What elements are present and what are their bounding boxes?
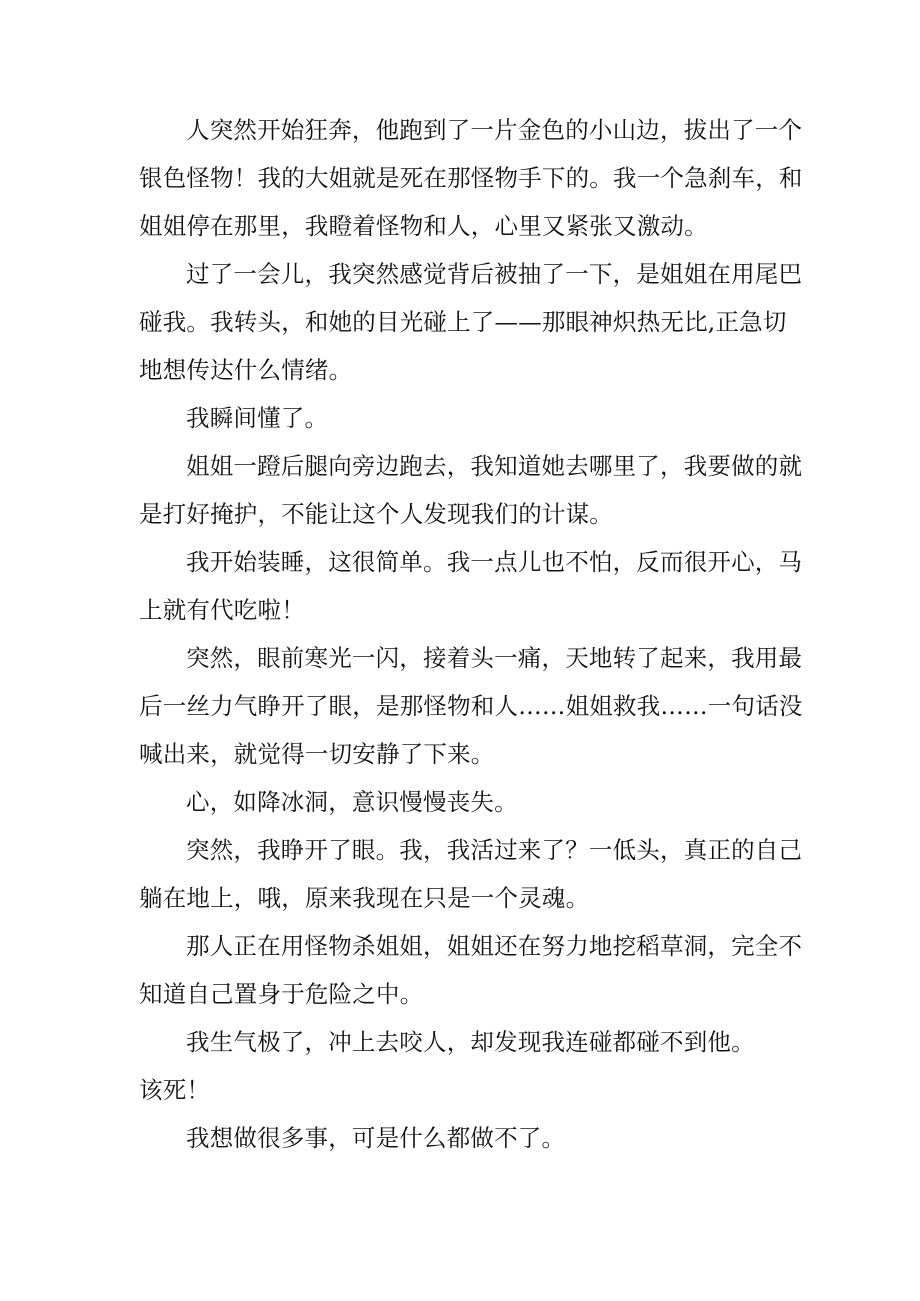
document-body <box>139 106 803 1162</box>
paragraph <box>139 778 789 826</box>
text-line: 上就有代吃啦！ <box>139 596 305 624</box>
paragraph <box>139 922 803 1018</box>
text-line: 那人正在用怪物杀姐姐，姐姐还在努力地挖稻草洞，完全不 <box>186 932 803 960</box>
text-line: 人突然开始狂奔，他跑到了一片金色的小山边，拔出了一个 <box>186 116 803 144</box>
text-line: 我开始装睡，这很简单。我一点儿也不怕，反而很开心，马 <box>186 548 803 576</box>
paragraph <box>139 106 803 250</box>
text-line: 知道自己置身于危险之中。 <box>139 980 424 1008</box>
paragraph <box>139 826 803 922</box>
text-line: 躺在地上，哦，原来我现在只是一个灵魂。 <box>139 884 590 912</box>
text-line: 心，如降冰洞，意识慢慢丧失。 <box>186 788 518 816</box>
text-line: 姐姐停在那里，我瞪着怪物和人，心里又紧张又激动。 <box>139 212 708 240</box>
paragraph <box>139 250 803 394</box>
text-line: 我想做很多事，可是什么都做不了。 <box>186 1124 566 1152</box>
text-line: 地想传达什么情绪。 <box>139 356 353 384</box>
paragraph <box>139 394 789 442</box>
paragraph <box>139 442 803 538</box>
text-line: 银色怪物！我的大姐就是死在那怪物手下的。我一个急刹车，和 <box>139 164 803 192</box>
paragraph <box>139 1018 789 1114</box>
text-line: 过了一会儿，我突然感觉背后被抽了一下，是姐姐在用尾巴 <box>186 260 803 288</box>
paragraph <box>139 1114 789 1162</box>
text-line: 姐姐一蹬后腿向旁边跑去，我知道她去哪里了，我要做的就 <box>186 452 803 480</box>
text-line: 喊出来，就觉得一切安静了下来。 <box>139 740 495 768</box>
text-line: 是打好掩护，不能让这个人发现我们的计谋。 <box>139 500 613 528</box>
text-line: 我瞬间懂了。 <box>186 404 329 432</box>
text-line: 碰我。我转头，和她的目光碰上了——那眼神炽热无比,正急切 <box>139 308 787 336</box>
text-line: 我生气极了，冲上去咬人，却发现我连碰都碰不到他。 <box>186 1028 755 1056</box>
paragraph <box>139 538 803 634</box>
text-line: 突然，眼前寒光一闪，接着头一痛，天地转了起来，我用最 <box>186 644 803 672</box>
text-line: 突然，我睁开了眼。我，我活过来了？一低头，真正的自己 <box>186 836 803 864</box>
text-line: 该死！ <box>139 1076 211 1104</box>
paragraph <box>139 634 803 778</box>
text-line: 后一丝力气睁开了眼，是那怪物和人……姐姐救我……一句话没 <box>139 692 803 720</box>
